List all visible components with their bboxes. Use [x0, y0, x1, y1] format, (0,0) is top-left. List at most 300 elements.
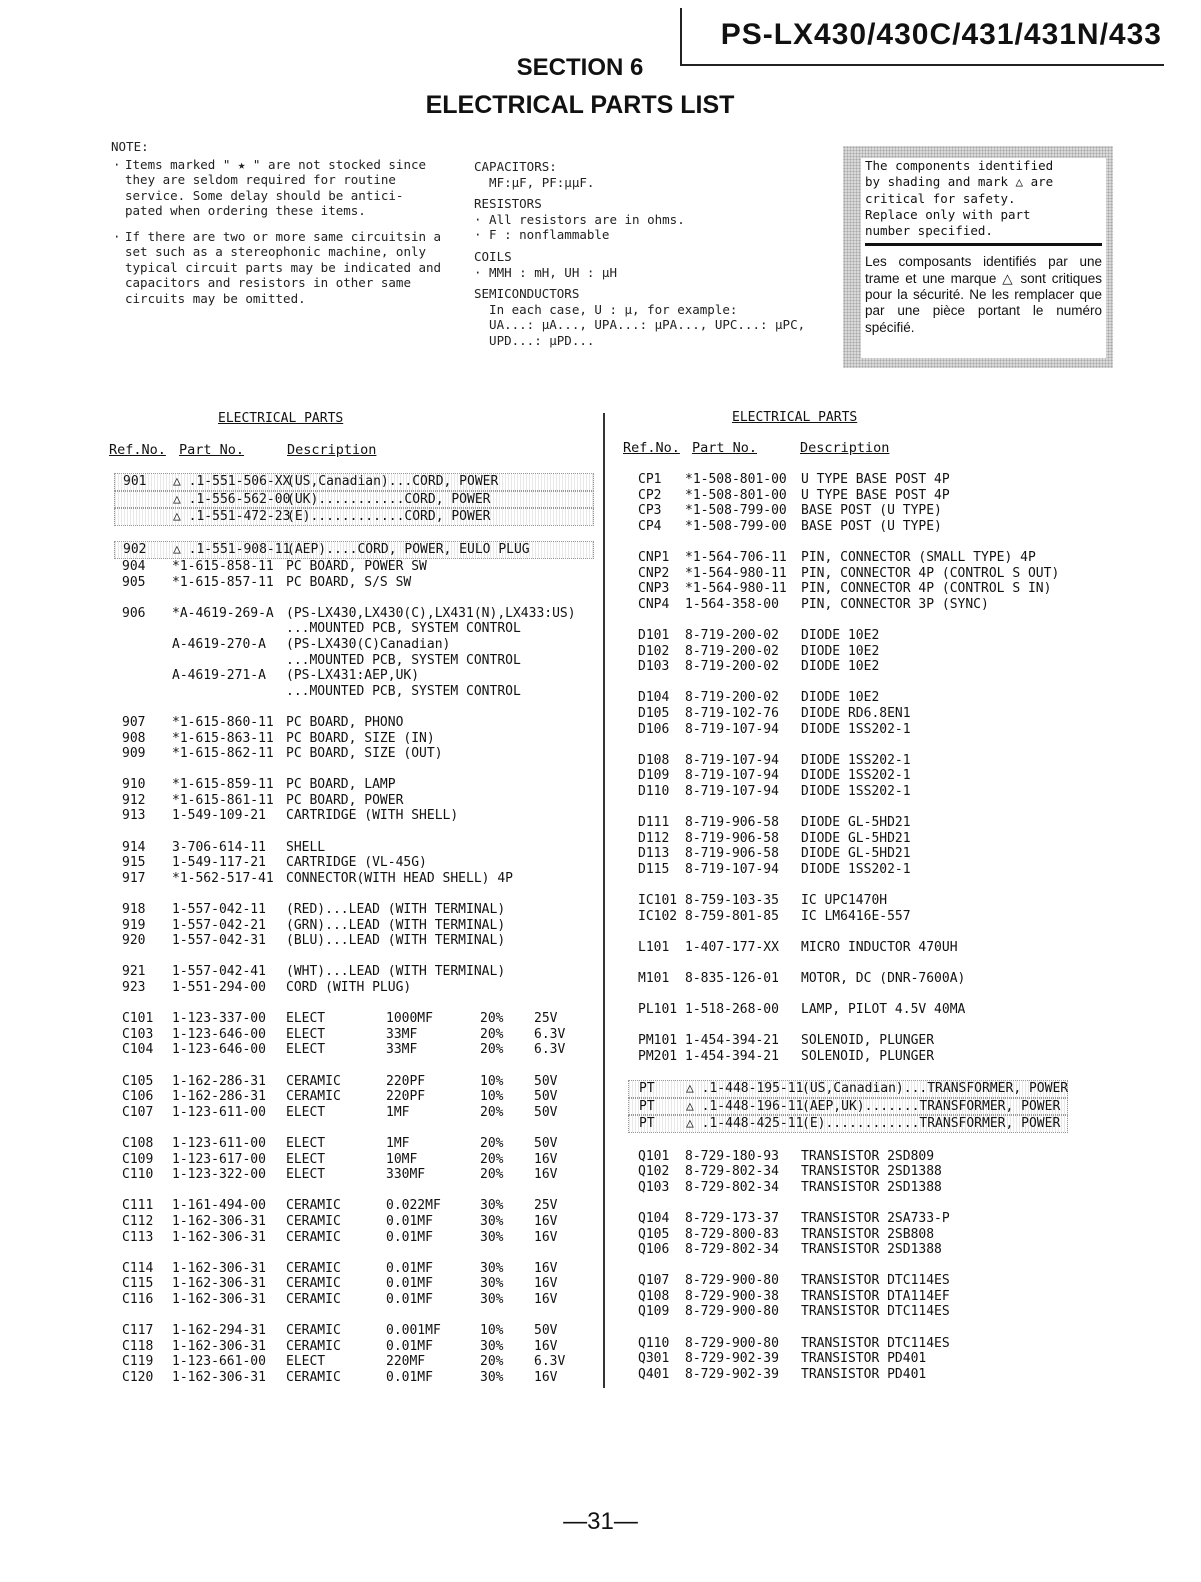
- part-no: 8-719-200-02: [685, 690, 779, 706]
- ref-no: Q104: [638, 1210, 670, 1226]
- ref-no: 907: [122, 714, 146, 730]
- ref-no: Q301: [638, 1351, 670, 1367]
- description: TRANSISTOR DTC114ES: [801, 1304, 950, 1320]
- ref-no: C115: [122, 1276, 154, 1292]
- table-row: [114, 980, 594, 996]
- description: TRANSISTOR DTC114ES: [801, 1335, 950, 1351]
- part-no: △ .1-448-195-11: [686, 1081, 804, 1097]
- table-row: [114, 1089, 594, 1105]
- value: 33MF: [386, 1042, 418, 1058]
- ref-no: PT: [639, 1081, 655, 1097]
- description: DIODE 10E2: [801, 659, 880, 675]
- description: (WHT)...LEAD (WITH TERMINAL): [286, 964, 506, 980]
- part-no: 8-729-900-80: [685, 1273, 779, 1289]
- part-header: Part No.: [692, 440, 758, 456]
- row-gap: [628, 799, 1068, 815]
- part-no: 8-719-906-58: [685, 846, 779, 862]
- table-row: [114, 808, 594, 824]
- part-no: 1-162-286-31: [172, 1089, 266, 1105]
- row-gap: [628, 1133, 1068, 1149]
- ref-no: D104: [638, 690, 670, 706]
- model-number: PS-LX430/430C/431/431N/433: [720, 18, 1162, 51]
- table-row: [114, 653, 594, 669]
- part-no: *1-615-861-11: [172, 792, 274, 808]
- table-row: [114, 1105, 594, 1121]
- part-no: 1-123-322-00: [172, 1167, 266, 1183]
- ref-no: 919: [122, 917, 146, 933]
- row-gap: [628, 877, 1068, 893]
- table-row: [114, 793, 594, 809]
- table-row: [628, 1049, 1068, 1065]
- note-line: · F : nonflammable: [474, 227, 610, 243]
- description: BASE POST (U TYPE): [801, 503, 942, 519]
- voltage: 25V: [534, 1198, 558, 1214]
- table-row: [628, 1211, 1068, 1227]
- ref-no: Q401: [638, 1366, 670, 1382]
- description: DIODE GL-5HD21: [801, 846, 911, 862]
- row-gap: [628, 1018, 1068, 1034]
- tolerance: 10%: [480, 1089, 504, 1105]
- table-row: [114, 491, 594, 509]
- description: CERAMIC: [286, 1291, 341, 1307]
- row-gap: [628, 675, 1068, 691]
- part-no: *1-615-863-11: [172, 730, 274, 746]
- voltage: 50V: [534, 1135, 558, 1151]
- part-no: 1-564-358-00: [685, 596, 779, 612]
- description: (GRN)...LEAD (WITH TERMINAL): [286, 917, 506, 933]
- ref-no: C119: [122, 1354, 154, 1370]
- table-row: [114, 1027, 594, 1043]
- part-no: 8-729-900-80: [685, 1304, 779, 1320]
- part-no: 1-123-611-00: [172, 1104, 266, 1120]
- ref-no: PM201: [638, 1048, 678, 1064]
- table-row: [114, 933, 594, 949]
- table-row: [628, 768, 1068, 784]
- description: DIODE 10E2: [801, 690, 880, 706]
- safety-line: critical for safety.: [865, 190, 1016, 206]
- voltage: 50V: [534, 1073, 558, 1089]
- part-no: 1-123-617-00: [172, 1151, 266, 1167]
- table-row: [114, 541, 594, 559]
- ref-no: Q110: [638, 1335, 670, 1351]
- table-row: [628, 1098, 1068, 1116]
- description: (UK)...........CORD, POWER: [287, 491, 491, 507]
- ref-no: C104: [122, 1042, 154, 1058]
- description: CERAMIC: [286, 1338, 341, 1354]
- description: (PS-LX430,LX430(C),LX431(N),LX433:US): [286, 605, 576, 621]
- value: 0.01MF: [386, 1276, 433, 1292]
- tolerance: 20%: [480, 1026, 504, 1042]
- description: DIODE 1SS202-1: [801, 752, 911, 768]
- note-bullet: [111, 157, 456, 219]
- ref-no: D106: [638, 721, 670, 737]
- value: 0.01MF: [386, 1213, 433, 1229]
- part-no: *1-615-858-11: [172, 558, 274, 574]
- tolerance: 20%: [480, 1104, 504, 1120]
- table-row: [114, 964, 594, 980]
- safety-line: Replace only with part: [865, 206, 1031, 222]
- description: CERAMIC: [286, 1369, 341, 1385]
- table-row: [628, 1351, 1068, 1367]
- table-row: [628, 1367, 1068, 1383]
- description: ELECT: [286, 1135, 326, 1151]
- table-row: [628, 659, 1068, 675]
- notes-bullets: [111, 157, 456, 307]
- ref-no: CNP1: [638, 549, 670, 565]
- table-row: [114, 1198, 594, 1214]
- part-no: 8-729-173-37: [685, 1210, 779, 1226]
- table-row: [628, 862, 1068, 878]
- safety-notice-text: [861, 158, 1106, 358]
- ref-no: 913: [122, 808, 146, 824]
- table-row: [114, 731, 594, 747]
- voltage: 6.3V: [534, 1042, 566, 1058]
- description: DIODE 1SS202-1: [801, 768, 911, 784]
- column-divider: [603, 413, 605, 1388]
- table-row: [628, 472, 1068, 488]
- ref-no: C101: [122, 1011, 154, 1027]
- page-title: ELECTRICAL PARTS LIST: [425, 91, 735, 119]
- row-gap: [114, 1183, 594, 1199]
- safety-line: by shading and mark △ are: [865, 174, 1054, 190]
- part-no: *1-508-801-00: [685, 487, 787, 503]
- tolerance: 30%: [480, 1213, 504, 1229]
- ref-no: 905: [122, 574, 146, 590]
- note-line: typical circuit parts may be indicated and: [125, 259, 442, 275]
- part-no: 1-123-661-00: [172, 1354, 266, 1370]
- ref-no: CNP4: [638, 596, 670, 612]
- part-no: 8-719-200-02: [685, 659, 779, 675]
- table-row: [628, 971, 1068, 987]
- note-line: UA...: µA..., UPA...: µPA..., UPC...: µPC,: [474, 317, 806, 333]
- description: CERAMIC: [286, 1198, 341, 1214]
- description: (RED)...LEAD (WITH TERMINAL): [286, 902, 506, 918]
- value: 0.01MF: [386, 1260, 433, 1276]
- table-row: [114, 668, 594, 684]
- table-row: [114, 777, 594, 793]
- ref-no: 902: [123, 542, 147, 558]
- description: PC BOARD, PHONO: [286, 714, 404, 730]
- table-row: [628, 597, 1068, 613]
- table-row: [114, 621, 594, 637]
- ref-no: 921: [122, 964, 146, 980]
- right-section-heading: ELECTRICAL PARTS: [732, 410, 858, 425]
- value: 0.01MF: [386, 1229, 433, 1245]
- description: PC BOARD, SIZE (IN): [286, 730, 435, 746]
- row-gap: [114, 590, 594, 606]
- part-no: 8-729-800-83: [685, 1226, 779, 1242]
- ref-no: 908: [122, 730, 146, 746]
- part-no: 8-729-802-34: [685, 1164, 779, 1180]
- note-line: If there are two or more same circuitsin a: [125, 228, 442, 244]
- ref-no: 920: [122, 933, 146, 949]
- ref-no: C108: [122, 1135, 154, 1151]
- row-gap: [114, 824, 594, 840]
- voltage: 16V: [534, 1151, 558, 1167]
- table-row: [628, 1080, 1068, 1098]
- description: TRANSISTOR DTA114EF: [801, 1288, 950, 1304]
- part-no: 1-123-646-00: [172, 1026, 266, 1042]
- part-no: 1-557-042-21: [172, 917, 266, 933]
- description: MOTOR, DC (DNR-7600A): [801, 971, 966, 986]
- part-no: 8-729-902-39: [685, 1351, 779, 1367]
- bullet-dot: ·: [113, 156, 121, 172]
- table-row: [628, 940, 1068, 956]
- table-row: [114, 1011, 594, 1027]
- table-row: [628, 784, 1068, 800]
- description: (US,Canadian)...CORD, POWER: [287, 474, 499, 489]
- description: SOLENOID, PLUNGER: [801, 1048, 935, 1064]
- ref-no: IC102: [638, 908, 678, 924]
- value: 10MF: [386, 1151, 418, 1167]
- table-row: [114, 1339, 594, 1355]
- ref-no: 923: [122, 980, 146, 995]
- table-row: [628, 722, 1068, 738]
- row-gap: [114, 886, 594, 902]
- desc-header: Description: [800, 440, 890, 456]
- ref-header: Ref.No.: [623, 440, 680, 456]
- ref-header: Ref.No.: [109, 442, 166, 458]
- description: (E)............CORD, POWER: [287, 509, 491, 525]
- part-no: *1-564-706-11: [685, 549, 787, 565]
- description: TRANSISTOR 2SD1388: [801, 1164, 942, 1180]
- table-row: [114, 473, 594, 491]
- part-no: 8-719-200-02: [685, 627, 779, 643]
- description: CORD (WITH PLUG): [286, 980, 412, 995]
- description: ELECT: [286, 1026, 326, 1042]
- table-row: [114, 575, 594, 591]
- part-no: 8-719-906-58: [685, 830, 779, 846]
- ref-no: D111: [638, 815, 670, 831]
- note-line: service. Some delay should be antici-: [125, 187, 404, 203]
- description: MICRO INDUCTOR 470UH: [801, 939, 958, 955]
- table-row: [628, 1227, 1068, 1243]
- description: U TYPE BASE POST 4P: [801, 472, 950, 487]
- description: TRANSISTOR DTC114ES: [801, 1273, 950, 1289]
- description: PC BOARD, POWER: [286, 792, 404, 808]
- note-line: SEMICONDUCTORS: [474, 286, 580, 302]
- safety-english: [865, 158, 1102, 239]
- table-row: [628, 706, 1068, 722]
- value: 0.01MF: [386, 1291, 433, 1307]
- description: DIODE 1SS202-1: [801, 721, 911, 737]
- safety-french: Les composants identifiés par une trame et une marque △ sont critiques pour la sécurité. Ne les remplacer que par une pièce portant le numéro spécifié.: [865, 254, 1102, 335]
- part-no: 1-162-294-31: [172, 1323, 266, 1339]
- table-row: [114, 855, 594, 871]
- ref-no: CP2: [638, 487, 662, 503]
- notes-label: NOTE:: [111, 139, 149, 154]
- tolerance: 30%: [480, 1276, 504, 1292]
- part-no: 1-162-306-31: [172, 1338, 266, 1354]
- ref-no: 918: [122, 902, 146, 918]
- ref-no: 901: [123, 474, 147, 489]
- description: DIODE RD6.8EN1: [801, 705, 911, 721]
- ref-no: CNP2: [638, 565, 670, 581]
- table-row: [114, 1276, 594, 1292]
- table-row: [114, 508, 594, 526]
- part-no: 1-557-042-11: [172, 902, 266, 918]
- ref-no: D115: [638, 861, 670, 877]
- voltage: 16V: [534, 1276, 558, 1292]
- left-parts-table: [114, 473, 594, 1385]
- ref-no: 910: [122, 777, 146, 793]
- ref-no: 914: [122, 839, 146, 855]
- row-gap: [628, 987, 1068, 1003]
- note-line: MF:µF, PF:µµF.: [474, 174, 595, 190]
- units-notes: [474, 159, 834, 349]
- part-no: 1-454-394-21: [685, 1048, 779, 1064]
- part-no: 8-729-802-34: [685, 1179, 779, 1195]
- note-line: UPD...: µPD...: [474, 332, 595, 348]
- ref-no: CP4: [638, 518, 662, 534]
- row-gap: [114, 996, 594, 1012]
- ref-no: C113: [122, 1229, 154, 1245]
- part-no: *1-564-980-11: [685, 581, 787, 597]
- tolerance: 10%: [480, 1073, 504, 1089]
- tolerance: 30%: [480, 1369, 504, 1385]
- table-row: [628, 1336, 1068, 1352]
- table-row: [114, 1261, 594, 1277]
- table-row: [628, 1289, 1068, 1305]
- table-row: [114, 637, 594, 653]
- part-no: *A-4619-269-A: [172, 605, 274, 621]
- safety-divider: [865, 243, 1102, 246]
- part-no: 1-162-306-31: [172, 1369, 266, 1385]
- description: CERAMIC: [286, 1229, 341, 1245]
- description: SOLENOID, PLUNGER: [801, 1033, 935, 1049]
- part-no: 8-759-103-35: [685, 893, 779, 909]
- part-no: 8-719-107-94: [685, 752, 779, 768]
- value: 1000MF: [386, 1011, 433, 1027]
- row-gap: [114, 1307, 594, 1323]
- part-no: △ .1-551-908-11: [173, 542, 291, 558]
- ref-no: 906: [122, 605, 146, 621]
- part-no: △ .1-448-196-11: [686, 1098, 804, 1114]
- ref-no: Q107: [638, 1273, 670, 1289]
- table-row: [114, 606, 594, 622]
- part-no: *1-508-801-00: [685, 472, 787, 487]
- part-no: 1-162-306-31: [172, 1229, 266, 1245]
- table-row: [628, 644, 1068, 660]
- row-gap: [114, 526, 594, 542]
- ref-no: C105: [122, 1073, 154, 1089]
- row-gap: [628, 612, 1068, 628]
- part-no: 8-729-902-39: [685, 1366, 779, 1382]
- description: CERAMIC: [286, 1276, 341, 1292]
- table-row: [114, 1136, 594, 1152]
- description: ELECT: [286, 1104, 326, 1120]
- table-row: [114, 559, 594, 575]
- table-row: [114, 840, 594, 856]
- ref-no: Q106: [638, 1242, 670, 1258]
- description: CERAMIC: [286, 1323, 341, 1339]
- ref-no: 915: [122, 855, 146, 871]
- ref-no: D101: [638, 627, 670, 643]
- voltage: 16V: [534, 1369, 558, 1385]
- ref-no: D110: [638, 783, 670, 799]
- ref-no: C107: [122, 1104, 154, 1120]
- ref-no: C111: [122, 1198, 154, 1214]
- part-no: 1-123-337-00: [172, 1011, 266, 1027]
- ref-no: C106: [122, 1089, 154, 1105]
- part-no: 8-719-906-58: [685, 815, 779, 831]
- note-line: circuits may be omitted.: [125, 290, 306, 306]
- part-no: 1-162-306-31: [172, 1291, 266, 1307]
- description: TRANSISTOR PD401: [801, 1351, 927, 1367]
- description: CERAMIC: [286, 1213, 341, 1229]
- part-no: *1-562-517-41: [172, 870, 274, 886]
- value: 1MF: [386, 1135, 410, 1151]
- description: CERAMIC: [286, 1260, 341, 1276]
- tolerance: 30%: [480, 1260, 504, 1276]
- row-gap: [628, 1195, 1068, 1211]
- ref-no: C114: [122, 1260, 154, 1276]
- voltage: 50V: [534, 1323, 558, 1339]
- table-row: [114, 1230, 594, 1246]
- table-row: [628, 815, 1068, 831]
- ref-no: Q103: [638, 1179, 670, 1195]
- ref-no: M101: [638, 971, 670, 986]
- part-no: 1-549-117-21: [172, 855, 266, 871]
- part-no: 1-123-611-00: [172, 1135, 266, 1151]
- note-line: · All resistors are in ohms.: [474, 211, 685, 227]
- part-no: 8-835-126-01: [685, 971, 779, 986]
- part-no: 1-162-306-31: [172, 1276, 266, 1292]
- ref-no: D102: [638, 643, 670, 659]
- table-row: [628, 1115, 1068, 1133]
- part-no: 1-162-306-31: [172, 1260, 266, 1276]
- ref-no: 904: [122, 558, 146, 574]
- ref-no: L101: [638, 939, 670, 955]
- table-row: [628, 566, 1068, 582]
- ref-no: C116: [122, 1291, 154, 1307]
- note-line: · MMH : mH, UH : µH: [474, 264, 617, 280]
- description: ELECT: [286, 1042, 326, 1058]
- voltage: 50V: [534, 1089, 558, 1105]
- table-row: [628, 909, 1068, 925]
- table-row: [114, 715, 594, 731]
- ref-no: CP3: [638, 503, 662, 519]
- tolerance: 10%: [480, 1323, 504, 1339]
- ref-no: C103: [122, 1026, 154, 1042]
- description: BASE POST (U TYPE): [801, 518, 942, 534]
- tolerance: 30%: [480, 1338, 504, 1354]
- table-row: [114, 1167, 594, 1183]
- right-parts-table: [628, 472, 1068, 1382]
- part-no: 1-557-042-31: [172, 933, 266, 949]
- description: PC BOARD, SIZE (OUT): [286, 746, 443, 762]
- note-line: capacitors and resistors in other same: [125, 275, 411, 290]
- table-row: [628, 1164, 1068, 1180]
- ref-no: D103: [638, 659, 670, 675]
- description: DIODE 1SS202-1: [801, 783, 911, 799]
- part-no: △ .1-448-425-11: [686, 1116, 804, 1132]
- notes-block: [111, 139, 456, 316]
- ref-no: Q109: [638, 1304, 670, 1320]
- description: PIN, CONNECTOR 4P (CONTROL S OUT): [801, 565, 1060, 581]
- table-row: [628, 488, 1068, 504]
- table-row: [628, 1273, 1068, 1289]
- row-gap: [114, 1120, 594, 1136]
- description: CERAMIC: [286, 1073, 341, 1089]
- voltage: 16V: [534, 1338, 558, 1354]
- table-row: [114, 1074, 594, 1090]
- table-row: [114, 1042, 594, 1058]
- description: ...MOUNTED PCB, SYSTEM CONTROL: [286, 652, 521, 668]
- description: CERAMIC: [286, 1089, 341, 1105]
- description: CONNECTOR(WITH HEAD SHELL) 4P: [286, 870, 513, 886]
- value: 0.01MF: [386, 1338, 433, 1354]
